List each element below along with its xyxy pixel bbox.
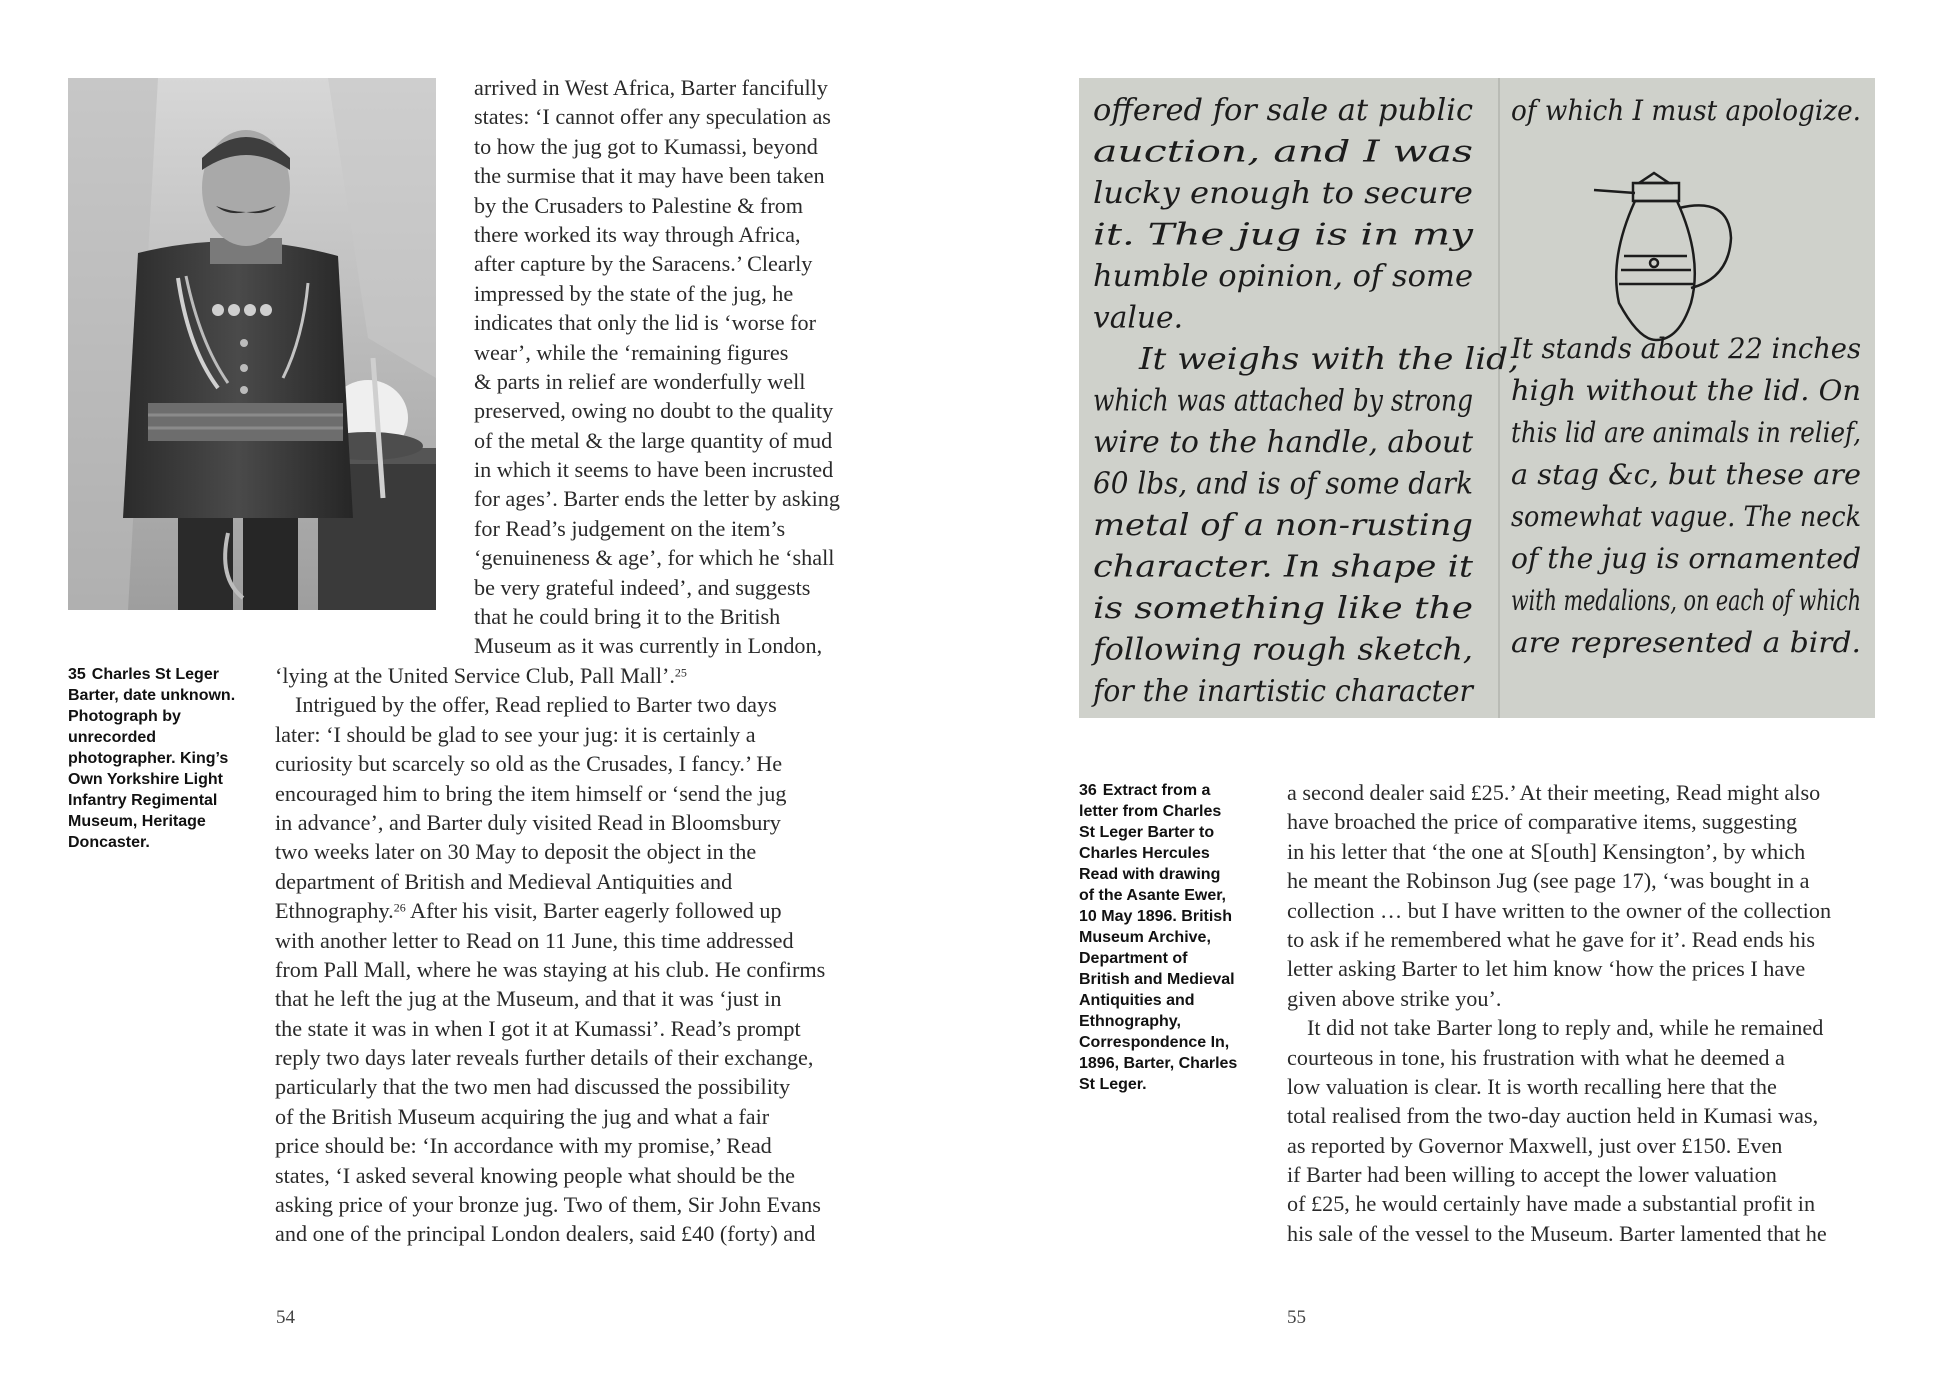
- text-line: that he could bring it to the British: [474, 604, 781, 630]
- text-line: the surmise that it may have been taken: [474, 163, 825, 189]
- text-line: wear’, while the ‘remaining figures: [474, 339, 789, 365]
- text-line: encouraged him to bring the item himself or ‘send the jug: [275, 780, 787, 806]
- text-line-content: Ethnography.: [275, 898, 394, 924]
- text-line: courteous in tone, his frustration with what he deemed a: [1287, 1044, 1785, 1070]
- text-line: asking price of your bronze jug. Two of them, Sir John Evans: [275, 1192, 821, 1218]
- text-line: have broached the price of comparative items, suggesting: [1287, 809, 1798, 835]
- handwriting-line: auction, and I was: [1093, 134, 1473, 170]
- text-line: particularly that the two men had discussed the possibility: [275, 1074, 791, 1100]
- text-line: in which it seems to have been incrusted: [474, 457, 834, 483]
- handwriting-line: of the jug is ornamented: [1511, 542, 1861, 575]
- text-line: to how the jug got to Kumassi, beyond: [474, 133, 818, 159]
- handwriting-line: for the inartistic character: [1091, 674, 1475, 709]
- text-line: indicates that only the lid is ‘worse for: [474, 310, 816, 336]
- text-line: that he left the jug at the Museum, and that it was ‘just in: [275, 986, 782, 1012]
- text-line: his sale of the vessel to the Museum. Barter lamented that he: [1287, 1220, 1827, 1246]
- handwriting-line: a stag &c, but these are: [1511, 458, 1861, 491]
- left-page-text-upper: [474, 73, 840, 661]
- text-line: with another letter to Read on 11 June, this time addressed: [275, 927, 794, 953]
- text-line: low valuation is clear. It is worth recalling here that the: [1287, 1073, 1777, 1099]
- text-line: be very grateful indeed’, and suggests: [474, 574, 811, 600]
- text-line-content: After his visit, Barter eagerly followed up: [405, 898, 782, 924]
- text-line: he meant the Robinson Jug (see page 17), ‘was bought in a: [1287, 868, 1810, 894]
- handwriting-line: character. In shape it: [1093, 549, 1475, 585]
- text-line: by the Crusaders to Palestine & from: [474, 192, 804, 218]
- text-line: if Barter had been willing to accept the lower valuation: [1287, 1162, 1777, 1188]
- figure-36-caption-text: Extract from a letter from Charles St Leger Barter to Charles Hercules Read with drawing of the Asante Ewer, 10 May 1896. British Museum Archive, Department of British and Medieval Antiquities and Ethnography, Correspondence In, 1896, Barter, Charles St Leger.: [1079, 782, 1238, 1093]
- paragraph-start-line: It did not take Barter long to reply and, while he remained: [1307, 1015, 1824, 1041]
- text-line-content: ‘lying at the United Service Club, Pall Mall’.: [275, 663, 675, 688]
- note-ref-25: 25: [674, 665, 687, 680]
- handwriting-line: are represented a bird.: [1511, 626, 1861, 659]
- handwriting-line: of which I must apologize.: [1511, 94, 1861, 127]
- text-line: ‘genuineness & age’, for which he ‘shall: [474, 545, 835, 571]
- text-line: as reported by Governor Maxwell, just over £150. Even: [1287, 1132, 1783, 1158]
- text-line: states: ‘I cannot offer any speculation as: [474, 104, 831, 130]
- handwriting-line: 60 lbs, and is of some dark: [1093, 466, 1473, 502]
- text-line: after capture by the Saracens.’ Clearly: [474, 251, 813, 277]
- text-line: later: ‘I should be glad to see your jug: it is certainly a: [275, 721, 756, 747]
- handwriting-line: is something like the: [1093, 591, 1473, 626]
- text-line: in advance’, and Barter duly visited Read in Bloomsbury: [275, 809, 781, 835]
- text-line: there worked its way through Africa,: [474, 221, 801, 247]
- handwriting-line: metal of a non-rusting: [1093, 508, 1473, 543]
- handwriting-line: value.: [1093, 300, 1183, 336]
- handwriting-line: humble opinion, of some: [1093, 259, 1473, 294]
- text-line: two weeks later on 30 May to deposit the object in the: [275, 839, 757, 865]
- text-line: in his letter that ‘the one at S[outh] Kensington’, by which: [1287, 838, 1806, 864]
- text-line: given above strike you’.: [1287, 985, 1502, 1011]
- text-line: of £25, he would certainly have made a substantial profit in: [1287, 1191, 1816, 1217]
- text-line: department of British and Medieval Antiquities and: [275, 868, 733, 894]
- letter-left-column: [1091, 93, 1519, 709]
- paragraph-start-line: Intrigued by the offer, Read replied to Barter two days: [295, 692, 777, 718]
- handwriting-line: which was attached by strong: [1093, 383, 1473, 419]
- text-line: letter asking Barter to let him know ‘how the prices I have: [1287, 956, 1806, 982]
- text-line: arrived in West Africa, Barter fancifully: [474, 75, 828, 100]
- note-ref-26: 26: [393, 900, 406, 915]
- handwriting-line: it. The jug is in my: [1093, 217, 1475, 253]
- portrait-photograph: [68, 78, 436, 610]
- handwritten-letter-image: [1079, 78, 1875, 718]
- right-page: [973, 0, 1946, 1387]
- right-page-text: [1287, 778, 1831, 1248]
- text-line: price should be: ‘In accordance with my promise,’ Read: [275, 1133, 772, 1159]
- text-line: for Read’s judgement on the item’s: [474, 515, 786, 541]
- left-page-text-lower: [275, 661, 825, 1249]
- text-line: for ages’. Barter ends the letter by asking: [474, 486, 840, 512]
- text-line: of the British Museum acquiring the jug and what a fair: [275, 1103, 770, 1129]
- handwriting-line: lucky enough to secure: [1093, 176, 1473, 211]
- text-line: collection … but I have written to the owner of the collection: [1287, 897, 1832, 923]
- text-line: [275, 661, 825, 690]
- text-line: preserved, owing no doubt to the quality: [474, 398, 834, 424]
- figure-36-number: 36: [1079, 782, 1097, 799]
- text-line: states, ‘I asked several knowing people what should be the: [275, 1162, 796, 1188]
- text-line: & parts in relief are wonderfully well: [474, 368, 806, 394]
- text-line: a second dealer said £25.’ At their meeting, Read might also: [1287, 780, 1821, 805]
- figure-36-caption: [1079, 780, 1239, 1095]
- text-line: Museum as it was currently in London,: [474, 633, 823, 659]
- text-line: from Pall Mall, where he was staying at his club. He confirms: [275, 956, 826, 982]
- text-line: curiosity but scarcely so old as the Crusades, I fancy.’ He: [275, 751, 783, 777]
- figure-35-caption: [68, 664, 260, 853]
- handwriting-line: with medalions, on each of which: [1511, 584, 1861, 617]
- text-line: the state it was in when I got it at Kumassi’. Read’s prompt: [275, 1015, 801, 1041]
- text-line: and one of the principal London dealers, said £40 (forty) and: [275, 1221, 816, 1247]
- handwriting-line: this lid are animals in relief,: [1511, 416, 1861, 449]
- handwriting-line: It stands about 22 inches: [1510, 332, 1861, 365]
- page-number: 55: [1287, 1307, 1306, 1328]
- handwriting-line: It weighs with the lid,: [1137, 342, 1519, 377]
- text-line: to ask if he remembered what he gave for it’. Read ends his: [1287, 926, 1816, 952]
- text-line: of the metal & the large quantity of mud: [474, 427, 833, 453]
- figure-35-caption-text: Charles St Leger Barter, date unknown. Photograph by unrecorded photographer. King’s Own Yorkshire Light Infantry Regimental Museum, Heritage Doncaster.: [68, 666, 236, 851]
- text-line: reply two days later reveals further details of their exchange,: [275, 1045, 814, 1071]
- handwriting-line: high without the lid. On: [1511, 374, 1861, 407]
- handwriting-line: wire to the handle, about: [1093, 425, 1474, 460]
- handwriting-line: somewhat vague. The neck: [1511, 500, 1861, 533]
- page-number: 54: [276, 1307, 295, 1328]
- handwriting-line: offered for sale at public: [1093, 93, 1474, 128]
- handwriting-line: following rough sketch,: [1090, 632, 1473, 668]
- text-line: total realised from the two-day auction held in Kumasi was,: [1287, 1103, 1819, 1129]
- figure-35-number: 35: [68, 666, 86, 683]
- text-line: [275, 896, 825, 925]
- text-line: impressed by the state of the jug, he: [474, 280, 794, 306]
